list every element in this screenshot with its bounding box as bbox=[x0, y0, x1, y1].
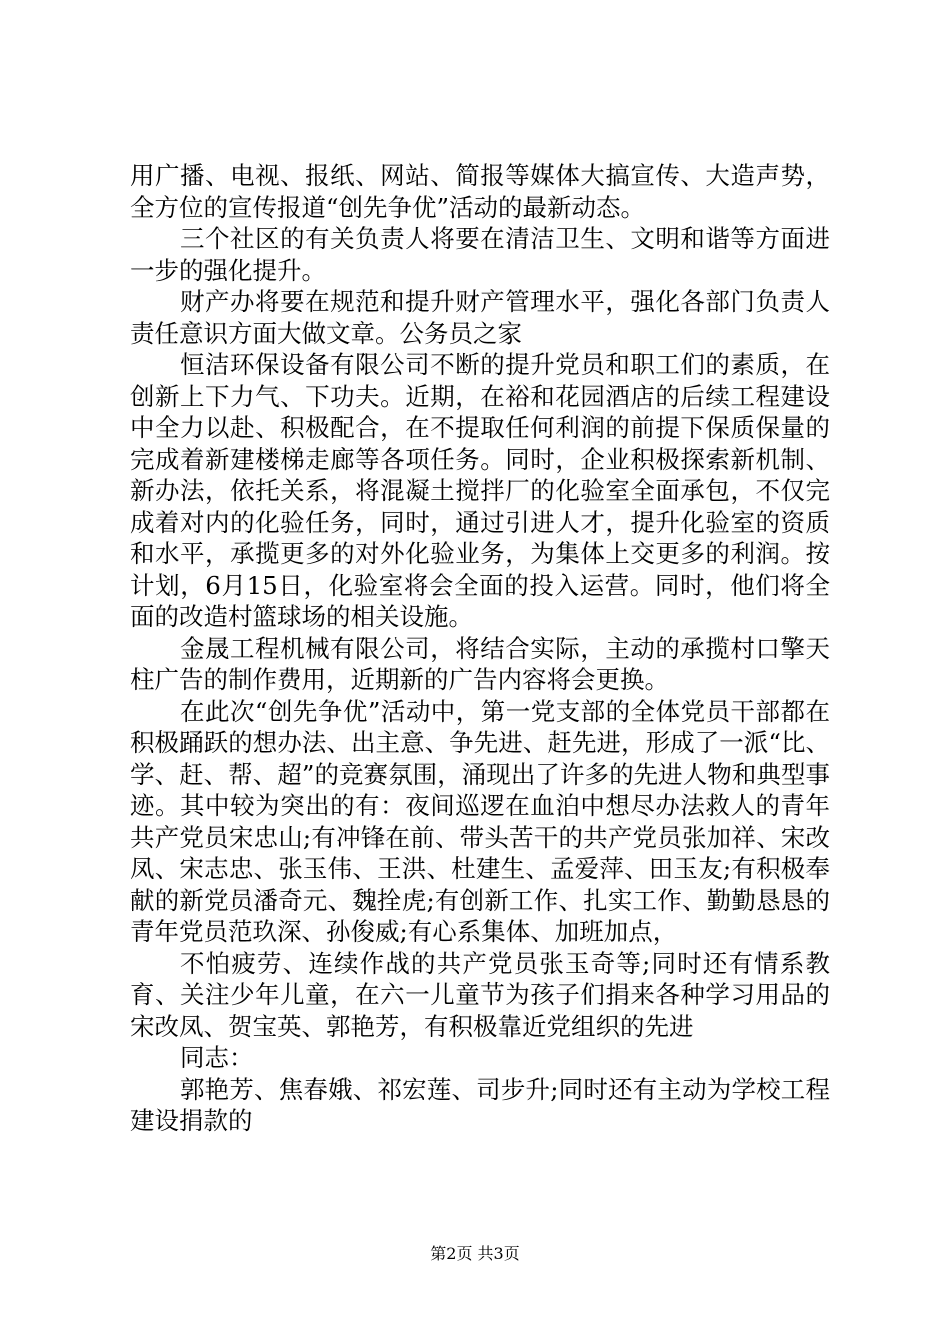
paragraph-6: 在此次“创先争优”活动中，第一党支部的全体党员干部都在积极踊跃的想办法、出主意、争先进、赶先进，形成了一派“比、学、赶、帮、超”的竞赛氛围，涌现出了许多的先进人物和典型事迹。其中较为突出的有：夜间巡逻在血泊中想尽办法救人的青年共产党员宋忠山;有冲锋在前、带头苦干的共产党员张加祥、宋改凤、宋志忠、张玉伟、王洪、杜建生、孟爱萍、田玉友;有积极奉献的新党员潘奇元、魏拴虎;有创新工作、扎实工作、勤勤恳恳的青年党员范玖深、孙俊威;有心系集体、加班加点， bbox=[130, 696, 830, 946]
paragraph-3: 财产办将要在规范和提升财产管理水平，强化各部门负责人责任意识方面大做文章。公务员之家 bbox=[130, 287, 830, 348]
paragraph-4: 恒洁环保设备有限公司不断的提升党员和职工们的素质，在创新上下力气、下功夫。近期，在裕和花园酒店的后续工程建设中全力以赴、积极配合，在不提取任何利润的前提下保质保量的完成着新建楼梯走廊等各项任务。同时，企业积极探索新机制、新办法，依托关系，将混凝土搅拌厂的化验室全面承包，不仅完成着对内的化验任务，同时，通过引进人才，提升化验室的资质和水平，承揽更多的对外化验业务，为集体上交更多的利润。按计划，6月15日，化验室将会全面的投入运营。同时，他们将全面的改造村篮球场的相关设施。 bbox=[130, 350, 830, 631]
paragraph-7: 不怕疲劳、连续作战的共产党员张玉奇等;同时还有情系教育、关注少年儿童，在六一儿童节为孩子们捐来各种学习用品的宋改凤、贺宝英、郭艳芳，有积极靠近党组织的先进 bbox=[130, 948, 830, 1041]
paragraph-2: 三个社区的有关负责人将要在清洁卫生、文明和谐等方面进一步的强化提升。 bbox=[130, 224, 830, 285]
page-number: 第2页 共3页 bbox=[430, 1244, 520, 1263]
paragraph-9: 郭艳芳、焦春娥、祁宏莲、司步升;同时还有主动为学校工程建设捐款的 bbox=[130, 1074, 830, 1135]
page-footer bbox=[0, 1244, 950, 1264]
document-body bbox=[130, 160, 830, 1137]
paragraph-5: 金晟工程机械有限公司，将结合实际，主动的承揽村口擎天柱广告的制作费用，近期新的广告内容将会更换。 bbox=[130, 633, 830, 694]
paragraph-1: 用广播、电视、报纸、网站、简报等媒体大搞宣传、大造声势，全方位的宣传报道“创先争优”活动的最新动态。 bbox=[130, 161, 830, 222]
paragraph-8: 同志： bbox=[180, 1043, 254, 1072]
